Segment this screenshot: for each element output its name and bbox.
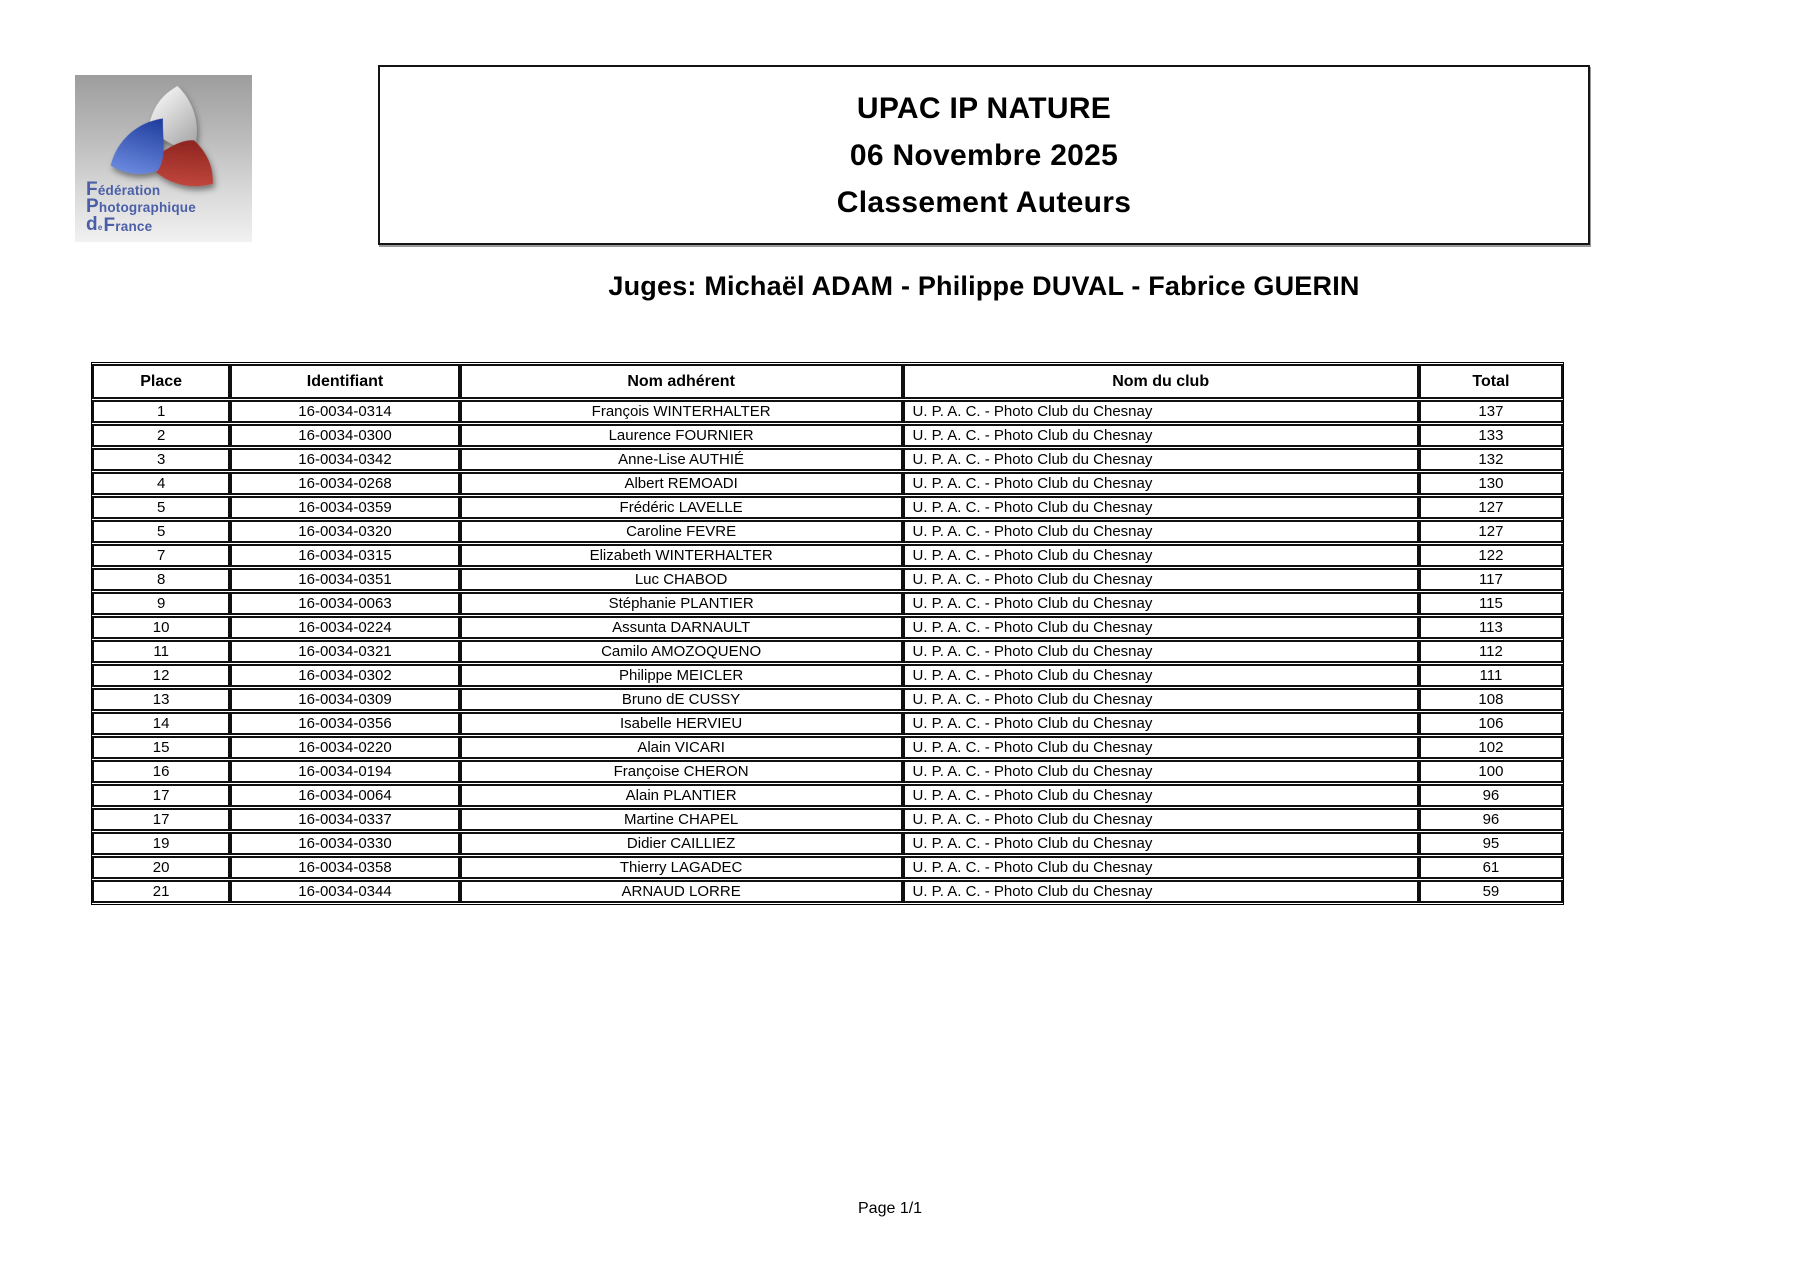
total-cell: 111 [1419, 664, 1563, 687]
logo-de: de [86, 213, 103, 235]
table-row [92, 856, 1563, 879]
place-cell: 3 [92, 448, 230, 471]
total-cell: 137 [1419, 400, 1563, 423]
name-cell: François WINTERHALTER [460, 400, 903, 423]
club-cell: U. P. A. C. - Photo Club du Chesnay [903, 688, 1419, 711]
identifiant-cell: 16-0034-0302 [230, 664, 459, 687]
ranking-type: Classement Auteurs [836, 186, 1132, 219]
club-cell: U. P. A. C. - Photo Club du Chesnay [903, 784, 1419, 807]
place-cell: 5 [92, 496, 230, 519]
place-cell: 17 [92, 784, 230, 807]
identifiant-cell: 16-0034-0337 [230, 808, 459, 831]
name-cell: Alain PLANTIER [460, 784, 903, 807]
place-cell: 5 [92, 520, 230, 543]
club-cell: U. P. A. C. - Photo Club du Chesnay [903, 448, 1419, 471]
identifiant-cell: 16-0034-0314 [230, 400, 459, 423]
total-cell: 133 [1419, 424, 1563, 447]
identifiant-cell: 16-0034-0358 [230, 856, 459, 879]
total-cell: 61 [1419, 856, 1563, 879]
logo-line-2: Photographique [86, 196, 196, 217]
identifiant-cell: 16-0034-0268 [230, 472, 459, 495]
total-cell: 132 [1419, 448, 1563, 471]
identifiant-cell: 16-0034-0315 [230, 544, 459, 567]
column-header-total: Total [1419, 364, 1563, 399]
competition-date: 06 Novembre 2025 [849, 139, 1119, 172]
judges-line: Juges: Michaël ADAM - Philippe DUVAL - Fabrice GUERIN [608, 271, 1360, 301]
name-cell: ARNAUD LORRE [460, 880, 903, 903]
logo-line-3-word: France [103, 214, 153, 236]
table-row [92, 592, 1563, 615]
place-cell: 21 [92, 880, 230, 903]
place-cell: 19 [92, 832, 230, 855]
table-row [92, 472, 1563, 495]
name-cell: Isabelle HERVIEU [460, 712, 903, 735]
table-row [92, 640, 1563, 663]
table-row [92, 688, 1563, 711]
club-cell: U. P. A. C. - Photo Club du Chesnay [903, 664, 1419, 687]
logo-line-1: Fédération [86, 178, 161, 200]
total-cell: 96 [1419, 808, 1563, 831]
identifiant-cell: 16-0034-0356 [230, 712, 459, 735]
name-cell: Anne-Lise AUTHIÉ [460, 448, 903, 471]
column-header-nom-adherent: Nom adhérent [460, 364, 903, 399]
place-cell: 8 [92, 568, 230, 591]
club-cell: U. P. A. C. - Photo Club du Chesnay [903, 496, 1419, 519]
table-row [92, 400, 1563, 423]
club-cell: U. P. A. C. - Photo Club du Chesnay [903, 424, 1419, 447]
place-cell: 16 [92, 760, 230, 783]
club-cell: U. P. A. C. - Photo Club du Chesnay [903, 760, 1419, 783]
results-body [92, 400, 1563, 903]
name-cell: Didier CAILLIEZ [460, 832, 903, 855]
club-cell: U. P. A. C. - Photo Club du Chesnay [903, 568, 1419, 591]
name-cell: Martine CHAPEL [460, 808, 903, 831]
fpf-logo [75, 75, 252, 242]
competition-title: UPAC IP NATURE [856, 92, 1112, 125]
table-row [92, 496, 1563, 519]
table-row [92, 664, 1563, 687]
column-header-nom-du-club: Nom du club [903, 364, 1419, 399]
club-cell: U. P. A. C. - Photo Club du Chesnay [903, 520, 1419, 543]
club-cell: U. P. A. C. - Photo Club du Chesnay [903, 400, 1419, 423]
total-cell: 117 [1419, 568, 1563, 591]
place-cell: 1 [92, 400, 230, 423]
table-row [92, 616, 1563, 639]
place-cell: 15 [92, 736, 230, 759]
place-cell: 11 [92, 640, 230, 663]
total-cell: 108 [1419, 688, 1563, 711]
club-cell: U. P. A. C. - Photo Club du Chesnay [903, 856, 1419, 879]
total-cell: 102 [1419, 736, 1563, 759]
table-row [92, 880, 1563, 903]
name-cell: Thierry LAGADEC [460, 856, 903, 879]
results-table [92, 363, 1563, 904]
name-cell: Laurence FOURNIER [460, 424, 903, 447]
identifiant-cell: 16-0034-0344 [230, 880, 459, 903]
name-cell: Françoise CHERON [460, 760, 903, 783]
total-cell: 96 [1419, 784, 1563, 807]
table-row [92, 760, 1563, 783]
table-row [92, 568, 1563, 591]
name-cell: Stéphanie PLANTIER [460, 592, 903, 615]
name-cell: Camilo AMOZOQUENO [460, 640, 903, 663]
title-box [378, 65, 1590, 245]
name-cell: Albert REMOADI [460, 472, 903, 495]
club-cell: U. P. A. C. - Photo Club du Chesnay [903, 544, 1419, 567]
total-cell: 127 [1419, 520, 1563, 543]
identifiant-cell: 16-0034-0194 [230, 760, 459, 783]
place-cell: 14 [92, 712, 230, 735]
page-number: Page 1/1 [858, 1200, 923, 1217]
name-cell: Alain VICARI [460, 736, 903, 759]
identifiant-cell: 16-0034-0330 [230, 832, 459, 855]
identifiant-cell: 16-0034-0224 [230, 616, 459, 639]
table-row [92, 736, 1563, 759]
table-row [92, 448, 1563, 471]
club-cell: U. P. A. C. - Photo Club du Chesnay [903, 832, 1419, 855]
column-header-place: Place [92, 364, 230, 399]
total-cell: 127 [1419, 496, 1563, 519]
total-cell: 122 [1419, 544, 1563, 567]
place-cell: 2 [92, 424, 230, 447]
table-row [92, 544, 1563, 567]
logo-text [86, 178, 196, 237]
identifiant-cell: 16-0034-0220 [230, 736, 459, 759]
identifiant-cell: 16-0034-0320 [230, 520, 459, 543]
place-cell: 17 [92, 808, 230, 831]
identifiant-cell: 16-0034-0321 [230, 640, 459, 663]
name-cell: Caroline FEVRE [460, 520, 903, 543]
table-header-row [92, 364, 1563, 399]
club-cell: U. P. A. C. - Photo Club du Chesnay [903, 616, 1419, 639]
club-cell: U. P. A. C. - Photo Club du Chesnay [903, 712, 1419, 735]
identifiant-cell: 16-0034-0064 [230, 784, 459, 807]
name-cell: Bruno dE CUSSY [460, 688, 903, 711]
name-cell: Elizabeth WINTERHALTER [460, 544, 903, 567]
identifiant-cell: 16-0034-0063 [230, 592, 459, 615]
club-cell: U. P. A. C. - Photo Club du Chesnay [903, 592, 1419, 615]
name-cell: Luc CHABOD [460, 568, 903, 591]
identifiant-cell: 16-0034-0309 [230, 688, 459, 711]
total-cell: 115 [1419, 592, 1563, 615]
logo-line-3 [86, 213, 196, 237]
club-cell: U. P. A. C. - Photo Club du Chesnay [903, 472, 1419, 495]
table-row [92, 712, 1563, 735]
place-cell: 12 [92, 664, 230, 687]
total-cell: 106 [1419, 712, 1563, 735]
identifiant-cell: 16-0034-0300 [230, 424, 459, 447]
table-row [92, 424, 1563, 447]
place-cell: 9 [92, 592, 230, 615]
name-cell: Frédéric LAVELLE [460, 496, 903, 519]
club-cell: U. P. A. C. - Photo Club du Chesnay [903, 880, 1419, 903]
table-row [92, 808, 1563, 831]
identifiant-cell: 16-0034-0351 [230, 568, 459, 591]
place-cell: 4 [92, 472, 230, 495]
club-cell: U. P. A. C. - Photo Club du Chesnay [903, 736, 1419, 759]
results-table-container [91, 362, 1564, 905]
total-cell: 100 [1419, 760, 1563, 783]
total-cell: 112 [1419, 640, 1563, 663]
identifiant-cell: 16-0034-0342 [230, 448, 459, 471]
name-cell: Philippe MEICLER [460, 664, 903, 687]
place-cell: 7 [92, 544, 230, 567]
place-cell: 10 [92, 616, 230, 639]
identifiant-cell: 16-0034-0359 [230, 496, 459, 519]
total-cell: 113 [1419, 616, 1563, 639]
total-cell: 95 [1419, 832, 1563, 855]
column-header-identifiant: Identifiant [230, 364, 459, 399]
table-row [92, 832, 1563, 855]
name-cell: Assunta DARNAULT [460, 616, 903, 639]
table-row [92, 520, 1563, 543]
place-cell: 13 [92, 688, 230, 711]
table-row [92, 784, 1563, 807]
place-cell: 20 [92, 856, 230, 879]
club-cell: U. P. A. C. - Photo Club du Chesnay [903, 808, 1419, 831]
club-cell: U. P. A. C. - Photo Club du Chesnay [903, 640, 1419, 663]
total-cell: 130 [1419, 472, 1563, 495]
total-cell: 59 [1419, 880, 1563, 903]
